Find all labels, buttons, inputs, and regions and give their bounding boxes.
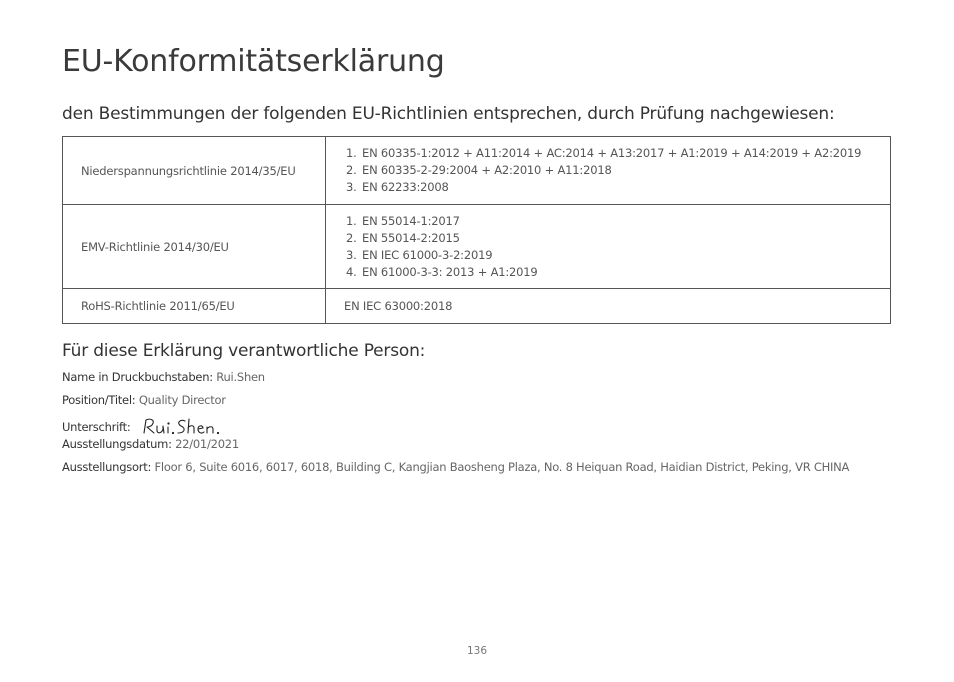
page-subtitle: den Bestimmungen der folgenden EU-Richtlinien entsprechen, durch Prüfung nachgewiesen:: [62, 104, 835, 124]
date-line: [62, 437, 239, 451]
directive-cell: RoHS-Richtlinie 2011/65/EU: [63, 289, 326, 324]
list-item: 3. EN 62233:2008: [360, 179, 890, 196]
signature-label: Unterschrift:: [62, 420, 131, 434]
position-value: Quality Director: [138, 393, 226, 407]
place-value: Floor 6, Suite 6016, 6017, 6018, Building C, Kangjian Baosheng Plaza, No. 8 Heiquan Road, Haidian District, Peking, VR CHINA: [154, 460, 850, 474]
standards-cell: [326, 137, 891, 205]
directives-table: [62, 136, 891, 324]
name-line: [62, 370, 265, 384]
standards-cell: EN IEC 63000:2018: [326, 289, 891, 324]
name-label: Name in Druckbuchstaben:: [62, 370, 213, 384]
list-item: 2. EN 55014-2:2015: [360, 230, 890, 247]
list-item: 4. EN 61000-3-3: 2013 + A1:2019: [360, 264, 890, 281]
date-label: Ausstellungsdatum:: [62, 437, 172, 451]
signature-line: [62, 415, 240, 437]
list-item: 2. EN 60335-2-29:2004 + A2:2010 + A11:2018: [360, 162, 890, 179]
standards-list: [344, 145, 890, 196]
page-title: EU-Konformitätserklärung: [62, 44, 445, 79]
place-label: Ausstellungsort:: [62, 460, 152, 474]
standards-list: [344, 213, 890, 281]
directive-cell: Niederspannungsrichtlinie 2014/35/EU: [63, 137, 326, 205]
table-row: [63, 205, 891, 289]
date-value: 22/01/2021: [175, 437, 239, 451]
handwritten-signature: [140, 415, 240, 437]
list-item: 1. EN 60335-1:2012 + A11:2014 + AC:2014 + A13:2017 + A1:2019 + A14:2019 + A2:2019: [360, 145, 890, 162]
responsible-heading: Für diese Erklärung verantwortliche Person:: [62, 341, 426, 361]
place-line: [62, 460, 849, 474]
standards-cell: [326, 205, 891, 289]
position-line: [62, 393, 226, 407]
document-page: [62, 0, 892, 682]
directive-cell: EMV-Richtlinie 2014/30/EU: [63, 205, 326, 289]
list-item: 3. EN IEC 61000-3-2:2019: [360, 247, 890, 264]
list-item: 1. EN 55014-1:2017: [360, 213, 890, 230]
name-value: Rui.Shen: [216, 370, 265, 384]
position-label: Position/Titel:: [62, 393, 136, 407]
table-row: [63, 137, 891, 205]
table-row: [63, 289, 891, 324]
page-number: 136: [466, 645, 488, 657]
